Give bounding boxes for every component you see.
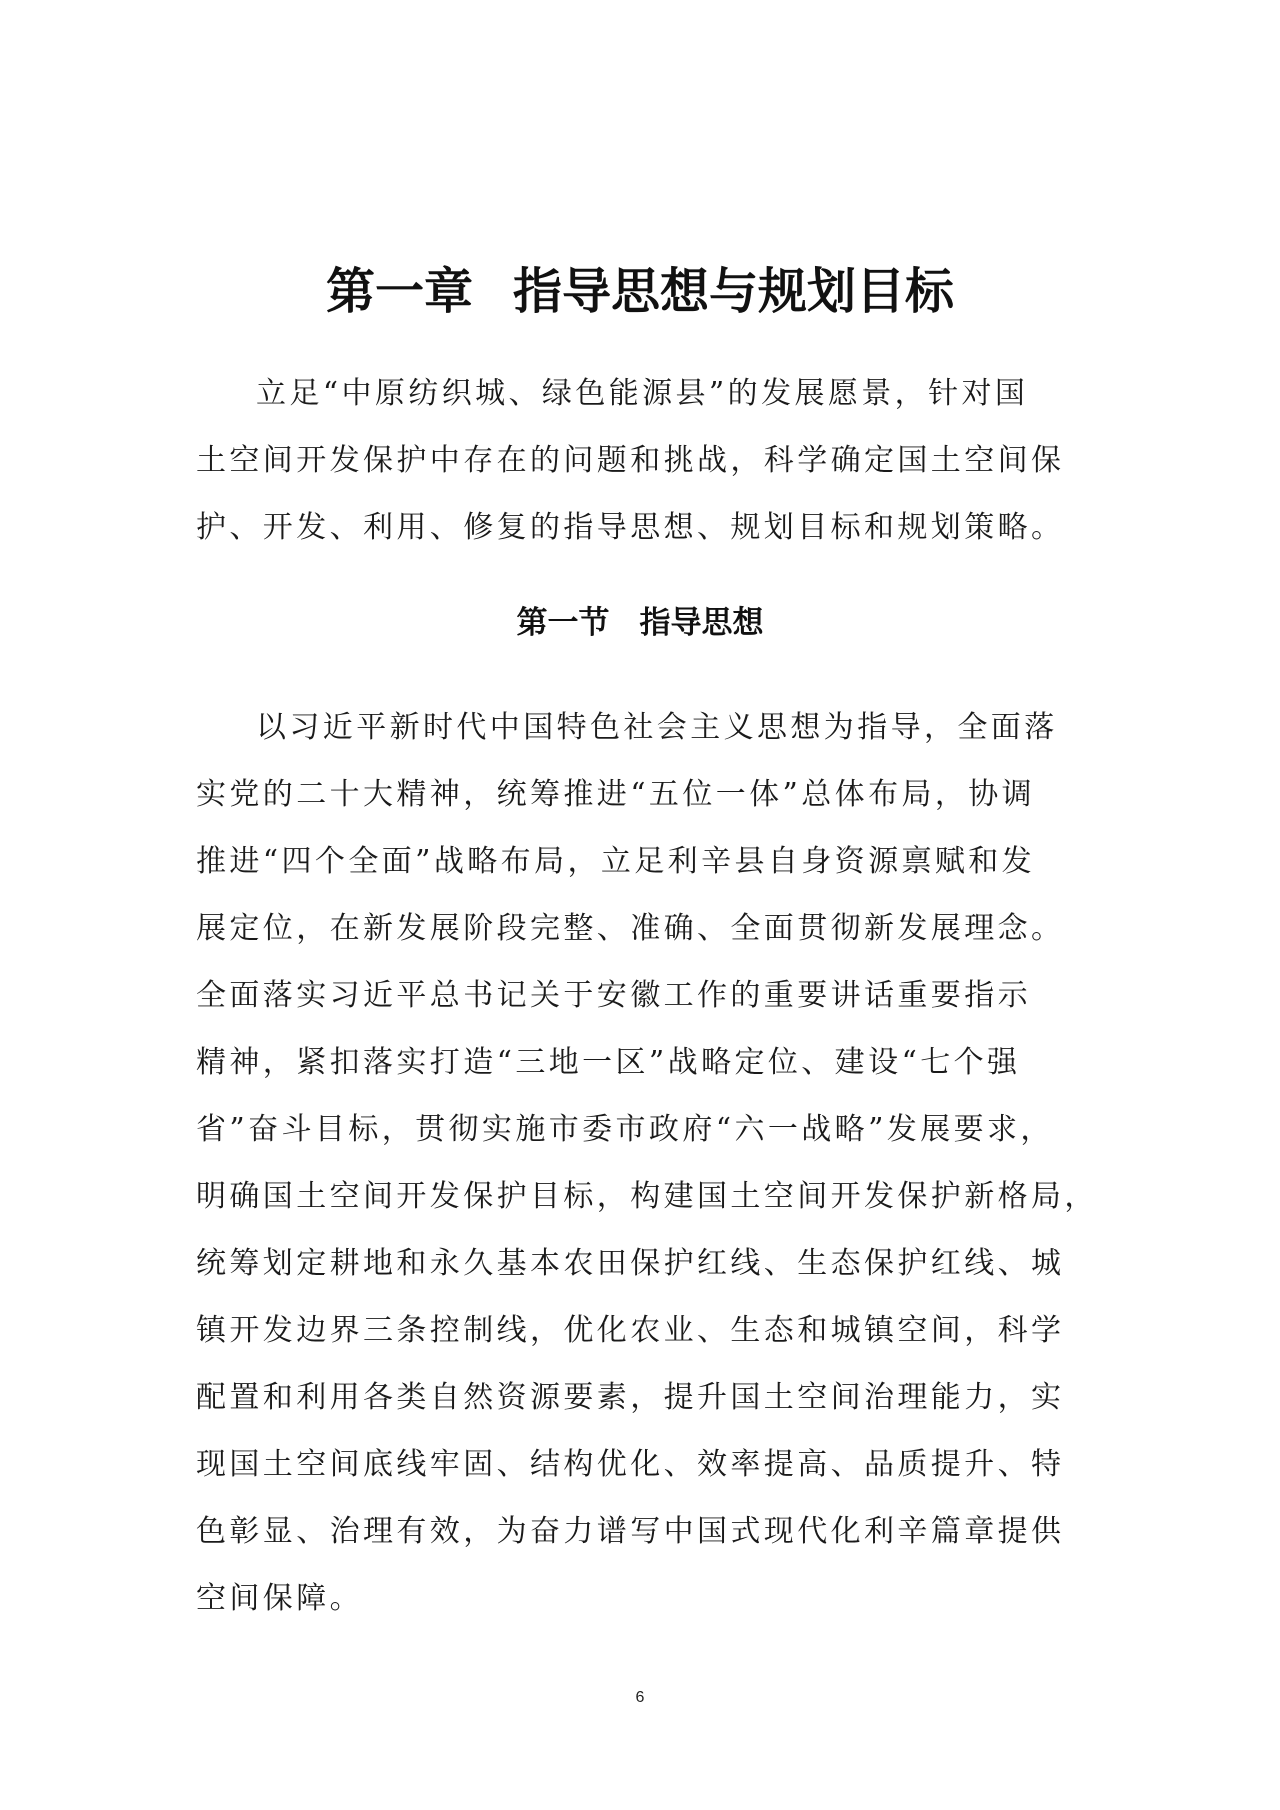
page-number: 6 <box>635 1689 645 1706</box>
paragraph-line: 色彰显、治理有效，为奋力谱写中国式现代化利辛篇章提供 <box>196 1514 1065 1549</box>
chapter-name: 指导思想与规划目标 <box>513 263 955 320</box>
section-name: 指导思想 <box>639 605 764 641</box>
paragraph-line: 空间保障。 <box>196 1581 363 1616</box>
paragraph-line: 推进“四个全面”战略布局，立足利辛县自身资源禀赋和发 <box>196 844 1036 879</box>
paragraph-line: 配置和利用各类自然资源要素，提升国土空间治理能力，实 <box>196 1380 1065 1415</box>
paragraph-line: 现国土空间底线牢固、结构优化、效率提高、品质提升、特 <box>196 1447 1065 1482</box>
paragraph-line: 实党的二十大精神，统筹推进“五位一体”总体布局，协调 <box>196 777 1036 812</box>
intro-paragraph <box>196 360 1096 561</box>
paragraph-line: 统筹划定耕地和永久基本农田保护红线、生态保护红线、城 <box>196 1246 1065 1281</box>
paragraph-line: 明确国土空间开发保护目标，构建国土空间开发保护新格局， <box>196 1179 1098 1214</box>
paragraph-line: 立足“中原纺织城、绿色能源县”的发展愿景，针对国 <box>256 376 1029 411</box>
paragraph-line: 护、开发、利用、修复的指导思想、规划目标和规划策略。 <box>196 510 1065 545</box>
paragraph-line: 土空间开发保护中存在的问题和挑战，科学确定国土空间保 <box>196 443 1065 478</box>
paragraph-line: 镇开发边界三条控制线，优化农业、生态和城镇空间，科学 <box>196 1313 1065 1348</box>
chapter-number: 第一章 <box>325 263 473 320</box>
chapter-title <box>0 262 1280 322</box>
paragraph-line: 展定位，在新发展阶段完整、准确、全面贯彻新发展理念。 <box>196 911 1065 946</box>
section-number: 第一节 <box>516 605 610 641</box>
paragraph-line: 精神，紧扣落实打造“三地一区”战略定位、建设“七个强 <box>196 1045 1021 1080</box>
section-heading <box>0 598 1280 648</box>
paragraph-line: 省”奋斗目标，贯彻实施市委市政府“六一战略”发展要求， <box>196 1112 1054 1147</box>
body-paragraph <box>196 694 1096 1632</box>
paragraph-line: 全面落实习近平总书记关于安徽工作的重要讲话重要指示 <box>196 978 1031 1013</box>
paragraph-line: 以习近平新时代中国特色社会主义思想为指导，全面落 <box>256 710 1058 745</box>
